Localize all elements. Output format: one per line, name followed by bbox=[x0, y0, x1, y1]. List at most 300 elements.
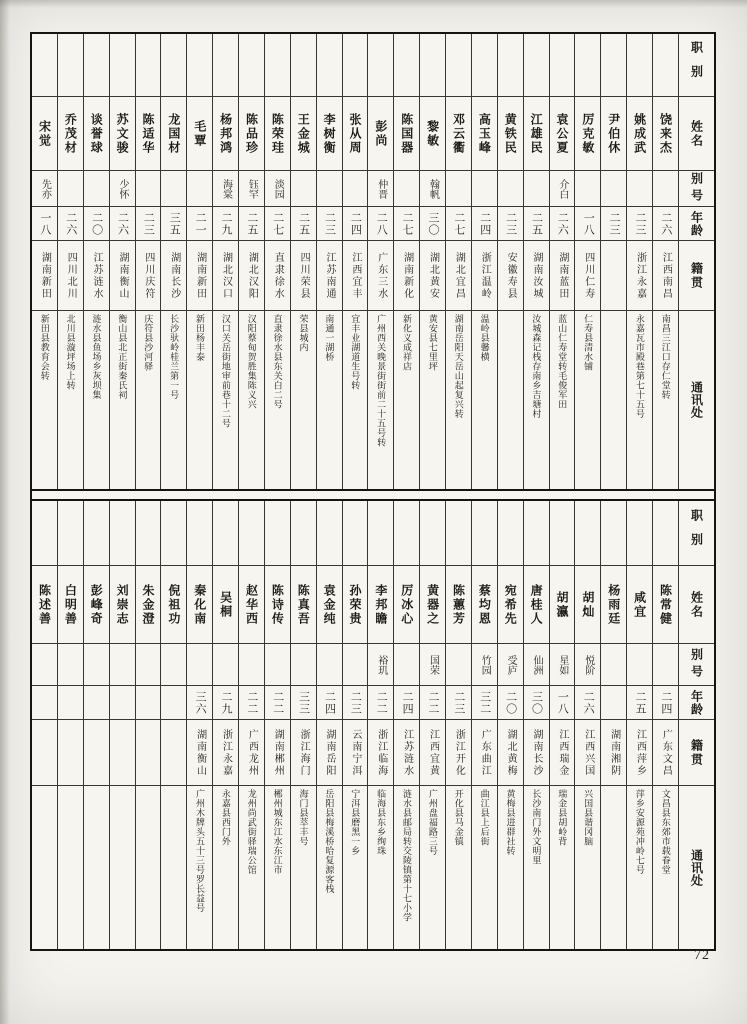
name-cell: 谈誉球 bbox=[84, 96, 109, 170]
age-cell: 二三 bbox=[136, 206, 161, 240]
person-column bbox=[238, 34, 264, 489]
age-cell: 二二 bbox=[420, 685, 445, 719]
age-cell: 二九 bbox=[213, 206, 238, 240]
roster-table-frame bbox=[30, 32, 716, 951]
duty-cell bbox=[110, 34, 135, 96]
native-place-cell: 湖北黄安 bbox=[420, 240, 445, 310]
native-place-cell: 湖南衡山 bbox=[187, 719, 212, 785]
duty-cell bbox=[136, 34, 161, 96]
address-cell: 北川县漩坪场上转 bbox=[58, 310, 83, 489]
person-column bbox=[393, 34, 419, 489]
person-column bbox=[186, 501, 212, 949]
name-cell: 厉冰心 bbox=[394, 565, 419, 643]
duty-cell bbox=[161, 34, 186, 96]
age-cell: 二三 bbox=[343, 685, 368, 719]
alias-cell bbox=[58, 170, 83, 206]
duty-cell bbox=[58, 501, 83, 565]
age-cell: 二〇 bbox=[498, 685, 523, 719]
name-cell: 蔡均恩 bbox=[472, 565, 497, 643]
alias-cell: 淡园 bbox=[265, 170, 290, 206]
alias-cell: 星如 bbox=[550, 643, 575, 685]
age-cell: 一八 bbox=[575, 206, 600, 240]
native-place-cell: 江西瑞金 bbox=[550, 719, 575, 785]
alias-cell bbox=[601, 170, 626, 206]
alias-cell: 悦阶 bbox=[575, 643, 600, 685]
alias-cell bbox=[498, 170, 523, 206]
alias-cell bbox=[136, 643, 161, 685]
duty-cell bbox=[472, 501, 497, 565]
address-cell: 永嘉县西门外 bbox=[213, 785, 238, 949]
person-column bbox=[109, 34, 135, 489]
name-cell: 黄器之 bbox=[420, 565, 445, 643]
native-place-cell: 湖北黄梅 bbox=[498, 719, 523, 785]
age-cell: 二三 bbox=[601, 206, 626, 240]
name-cell: 李邦瞻 bbox=[368, 565, 393, 643]
alias-cell bbox=[110, 643, 135, 685]
native-place-cell: 四川荣县 bbox=[291, 240, 316, 310]
name-cell: 胡瀛 bbox=[550, 565, 575, 643]
age-cell: 二二 bbox=[239, 685, 264, 719]
address-cell: 汉口关岳街地审前巷十二号 bbox=[213, 310, 238, 489]
duty-cell bbox=[136, 501, 161, 565]
age-cell: 二二 bbox=[368, 685, 393, 719]
alias-cell: 受庐 bbox=[498, 643, 523, 685]
name-cell: 杨雨廷 bbox=[601, 565, 626, 643]
duty-cell bbox=[58, 34, 83, 96]
native-place-cell: 湖南郴州 bbox=[265, 719, 290, 785]
alias-cell: 仲晋 bbox=[368, 170, 393, 206]
person-column bbox=[57, 501, 83, 949]
address-cell: 新田县教育会转 bbox=[32, 310, 57, 489]
person-column bbox=[574, 34, 600, 489]
native-place-cell: 浙江开化 bbox=[446, 719, 471, 785]
address-cell: 黄安县七里坪 bbox=[420, 310, 445, 489]
person-column bbox=[342, 34, 368, 489]
age-cell: 一八 bbox=[32, 206, 57, 240]
duty-cell bbox=[601, 34, 626, 96]
native-place-cell bbox=[110, 719, 135, 785]
native-place-cell: 湖北宜昌 bbox=[446, 240, 471, 310]
name-cell: 陈适华 bbox=[136, 96, 161, 170]
person-column bbox=[342, 501, 368, 949]
address-cell: 蓝山仁寿堂转毛俊军田 bbox=[550, 310, 575, 489]
native-place-cell: 四川庆符 bbox=[136, 240, 161, 310]
duty-cell bbox=[187, 501, 212, 565]
address-cell: 开化县马金镇 bbox=[446, 785, 471, 949]
person-column bbox=[264, 34, 290, 489]
page-number: 72 bbox=[694, 948, 710, 963]
header-address: 通讯处 bbox=[679, 310, 714, 489]
person-column bbox=[264, 501, 290, 949]
age-cell: 二五 bbox=[239, 206, 264, 240]
person-column bbox=[109, 501, 135, 949]
name-cell: 苏文骏 bbox=[110, 96, 135, 170]
address-cell bbox=[601, 310, 626, 489]
duty-cell bbox=[187, 34, 212, 96]
roster-table-top bbox=[32, 34, 714, 489]
alias-cell bbox=[213, 643, 238, 685]
native-place-cell: 四川仁寿 bbox=[575, 240, 600, 310]
age-cell bbox=[110, 685, 135, 719]
person-column bbox=[238, 501, 264, 949]
alias-cell bbox=[161, 170, 186, 206]
age-cell bbox=[161, 685, 186, 719]
native-place-cell bbox=[58, 719, 83, 785]
native-place-cell: 江西宜黄 bbox=[420, 719, 445, 785]
person-column bbox=[212, 501, 238, 949]
age-cell bbox=[601, 685, 626, 719]
person-column bbox=[574, 501, 600, 949]
native-place-cell: 广东曲江 bbox=[472, 719, 497, 785]
duty-cell bbox=[239, 501, 264, 565]
header-name: 姓名 bbox=[679, 96, 714, 170]
alias-cell bbox=[161, 643, 186, 685]
address-cell: 兴国县谐冈脑 bbox=[575, 785, 600, 949]
age-cell: 二六 bbox=[550, 206, 575, 240]
native-place-cell: 湖南蓝田 bbox=[550, 240, 575, 310]
age-cell: 二四 bbox=[343, 206, 368, 240]
address-cell: 海门县萃丰号 bbox=[291, 785, 316, 949]
age-cell bbox=[32, 685, 57, 719]
person-column bbox=[32, 34, 57, 489]
native-place-cell: 湖北汉阳 bbox=[239, 240, 264, 310]
name-cell: 彭尚 bbox=[368, 96, 393, 170]
name-cell: 袁金纯 bbox=[317, 565, 342, 643]
age-cell: 二〇 bbox=[84, 206, 109, 240]
native-place-cell: 江苏涟水 bbox=[84, 240, 109, 310]
header-duty: 职别 bbox=[689, 509, 704, 557]
duty-cell bbox=[343, 34, 368, 96]
duty-cell bbox=[601, 501, 626, 565]
alias-cell bbox=[32, 643, 57, 685]
duty-cell bbox=[239, 34, 264, 96]
person-column bbox=[445, 34, 471, 489]
native-place-cell: 浙江温岭 bbox=[472, 240, 497, 310]
native-place-cell: 浙江永嘉 bbox=[627, 240, 652, 310]
alias-cell: 海棠 bbox=[213, 170, 238, 206]
age-cell: 二二 bbox=[265, 685, 290, 719]
person-column bbox=[497, 501, 523, 949]
alias-cell: 介白 bbox=[550, 170, 575, 206]
person-column bbox=[549, 501, 575, 949]
native-place-cell: 浙江海门 bbox=[291, 719, 316, 785]
name-cell: 高玉峰 bbox=[472, 96, 497, 170]
name-cell: 王金城 bbox=[291, 96, 316, 170]
address-cell bbox=[601, 785, 626, 949]
duty-cell bbox=[213, 501, 238, 565]
person-column bbox=[523, 34, 549, 489]
native-place-cell: 安徽寿县 bbox=[498, 240, 523, 310]
native-place-cell: 湖南新田 bbox=[187, 240, 212, 310]
duty-cell bbox=[317, 34, 342, 96]
native-place-cell bbox=[84, 719, 109, 785]
age-cell: 二六 bbox=[575, 685, 600, 719]
duty-cell bbox=[291, 501, 316, 565]
duty-cell bbox=[291, 34, 316, 96]
age-cell: 二四 bbox=[472, 206, 497, 240]
name-cell: 宛希先 bbox=[498, 565, 523, 643]
person-column bbox=[393, 501, 419, 949]
address-cell bbox=[32, 785, 57, 949]
alias-cell: 国荣 bbox=[420, 643, 445, 685]
age-cell: 二三 bbox=[317, 206, 342, 240]
person-column bbox=[497, 34, 523, 489]
age-cell: 二六 bbox=[58, 206, 83, 240]
alias-cell bbox=[265, 643, 290, 685]
age-cell bbox=[84, 685, 109, 719]
address-cell: 汝城森记栈存南乡吉塘村 bbox=[524, 310, 549, 489]
address-cell: 黄梅县进群社转 bbox=[498, 785, 523, 949]
address-cell: 温岭县馨横 bbox=[472, 310, 497, 489]
header-alias: 别号 bbox=[679, 643, 714, 685]
native-place-cell: 直隶徐水 bbox=[265, 240, 290, 310]
alias-cell bbox=[291, 170, 316, 206]
person-column bbox=[83, 501, 109, 949]
alias-cell bbox=[291, 643, 316, 685]
native-place-cell: 江西南昌 bbox=[653, 240, 678, 310]
alias-cell: 竹园 bbox=[472, 643, 497, 685]
age-cell: 三六 bbox=[187, 685, 212, 719]
native-place-cell: 浙江临海 bbox=[368, 719, 393, 785]
native-place-cell: 江西兴国 bbox=[575, 719, 600, 785]
duty-cell bbox=[394, 34, 419, 96]
person-column bbox=[626, 501, 652, 949]
header-duty: 职别 bbox=[689, 41, 704, 89]
duty-cell bbox=[446, 501, 471, 565]
age-cell: 三〇 bbox=[524, 685, 549, 719]
person-column bbox=[367, 34, 393, 489]
person-column bbox=[57, 34, 83, 489]
address-cell bbox=[84, 785, 109, 949]
duty-cell bbox=[368, 34, 393, 96]
duty-cell bbox=[161, 501, 186, 565]
name-cell: 李树衡 bbox=[317, 96, 342, 170]
address-cell: 湖南岳阳天岳山起复兴转 bbox=[446, 310, 471, 489]
native-place-cell: 江西萍乡 bbox=[627, 719, 652, 785]
name-cell: 朱金澄 bbox=[136, 565, 161, 643]
name-cell: 袁公夏 bbox=[550, 96, 575, 170]
alias-cell bbox=[317, 170, 342, 206]
address-cell: 郴州城东江水东江市 bbox=[265, 785, 290, 949]
duty-cell bbox=[213, 34, 238, 96]
duty-cell bbox=[265, 501, 290, 565]
alias-cell bbox=[601, 643, 626, 685]
duty-cell bbox=[446, 34, 471, 96]
native-place-cell: 江苏南通 bbox=[317, 240, 342, 310]
duty-cell bbox=[32, 34, 57, 96]
native-place-cell: 广东文昌 bbox=[653, 719, 678, 785]
alias-cell bbox=[187, 170, 212, 206]
native-place-cell bbox=[601, 240, 626, 310]
alias-cell: 钰罕 bbox=[239, 170, 264, 206]
section-divider bbox=[32, 489, 714, 501]
name-cell: 陈国器 bbox=[394, 96, 419, 170]
person-column bbox=[212, 34, 238, 489]
alias-cell bbox=[653, 643, 678, 685]
duty-cell bbox=[84, 501, 109, 565]
header-age: 年龄 bbox=[679, 206, 714, 240]
person-column bbox=[135, 501, 161, 949]
address-cell: 广州木牌头五十三号罗长益号 bbox=[187, 785, 212, 949]
duty-cell bbox=[317, 501, 342, 565]
address-cell: 宜丰业湖道生号转 bbox=[343, 310, 368, 489]
name-cell: 秦化南 bbox=[187, 565, 212, 643]
name-cell: 陈述善 bbox=[32, 565, 57, 643]
person-column bbox=[549, 34, 575, 489]
native-place-cell bbox=[136, 719, 161, 785]
name-cell: 尹伯休 bbox=[601, 96, 626, 170]
person-column bbox=[290, 34, 316, 489]
person-column bbox=[160, 34, 186, 489]
name-cell: 陈真吾 bbox=[291, 565, 316, 643]
address-cell bbox=[161, 785, 186, 949]
duty-cell bbox=[575, 34, 600, 96]
native-place-cell: 浙江永嘉 bbox=[213, 719, 238, 785]
duty-cell bbox=[420, 34, 445, 96]
age-cell: 三三 bbox=[291, 685, 316, 719]
alias-cell bbox=[84, 170, 109, 206]
address-cell: 涟水县邮局转交陵镇第十七小学 bbox=[394, 785, 419, 949]
native-place-cell: 湖南新化 bbox=[394, 240, 419, 310]
alias-cell bbox=[343, 170, 368, 206]
address-cell bbox=[136, 785, 161, 949]
age-cell: 二三 bbox=[498, 206, 523, 240]
header-column-bottom bbox=[678, 501, 714, 949]
native-place-cell: 湖南长沙 bbox=[161, 240, 186, 310]
name-cell: 彭峰奇 bbox=[84, 565, 109, 643]
duty-cell bbox=[550, 34, 575, 96]
duty-cell bbox=[524, 34, 549, 96]
name-cell: 陈蕙芳 bbox=[446, 565, 471, 643]
name-cell: 邓云衢 bbox=[446, 96, 471, 170]
name-cell: 吴桐 bbox=[213, 565, 238, 643]
age-cell: 二七 bbox=[394, 206, 419, 240]
person-column bbox=[83, 34, 109, 489]
alias-cell bbox=[575, 170, 600, 206]
alias-cell bbox=[317, 643, 342, 685]
name-cell: 倪祖功 bbox=[161, 565, 186, 643]
age-cell: 二四 bbox=[394, 685, 419, 719]
native-place-cell: 广西龙州 bbox=[239, 719, 264, 785]
name-cell: 杨邦鸿 bbox=[213, 96, 238, 170]
address-cell: 直隶徐水县东关白二号 bbox=[265, 310, 290, 489]
address-cell: 龙州尚武街驿瑞公馆 bbox=[239, 785, 264, 949]
name-cell: 陈常健 bbox=[653, 565, 678, 643]
native-place-cell: 湖南湘阴 bbox=[601, 719, 626, 785]
person-column bbox=[32, 501, 57, 949]
native-place-cell: 云南宁洱 bbox=[343, 719, 368, 785]
header-age: 年龄 bbox=[679, 685, 714, 719]
name-cell: 饶来杰 bbox=[653, 96, 678, 170]
person-column bbox=[523, 501, 549, 949]
age-cell: 二八 bbox=[368, 206, 393, 240]
address-cell bbox=[58, 785, 83, 949]
age-cell: 二四 bbox=[653, 685, 678, 719]
duty-cell bbox=[498, 501, 523, 565]
age-cell: 二三 bbox=[627, 206, 652, 240]
duty-cell bbox=[265, 34, 290, 96]
header-name: 姓名 bbox=[679, 565, 714, 643]
roster-table-bottom bbox=[32, 501, 714, 949]
age-cell: 二三 bbox=[446, 685, 471, 719]
name-cell: 黄铁民 bbox=[498, 96, 523, 170]
alias-cell bbox=[472, 170, 497, 206]
person-column bbox=[135, 34, 161, 489]
address-cell: 永嘉瓦市殿巷第七十五号 bbox=[627, 310, 652, 489]
person-column bbox=[626, 34, 652, 489]
name-cell: 黎敏 bbox=[420, 96, 445, 170]
alias-cell: 少怀 bbox=[110, 170, 135, 206]
duty-cell bbox=[653, 501, 678, 565]
name-cell: 陈荣珪 bbox=[265, 96, 290, 170]
alias-cell bbox=[446, 643, 471, 685]
age-cell: 二五 bbox=[291, 206, 316, 240]
alias-cell bbox=[343, 643, 368, 685]
name-cell: 赵华西 bbox=[239, 565, 264, 643]
person-column bbox=[186, 34, 212, 489]
duty-cell bbox=[110, 501, 135, 565]
address-cell: 长沙南门外文明里 bbox=[524, 785, 549, 949]
name-cell: 宋觉 bbox=[32, 96, 57, 170]
person-column bbox=[600, 501, 626, 949]
alias-cell bbox=[84, 643, 109, 685]
address-cell: 新化义成祥店 bbox=[394, 310, 419, 489]
duty-cell bbox=[394, 501, 419, 565]
address-cell: 荣县城内 bbox=[291, 310, 316, 489]
name-cell: 乔茂材 bbox=[58, 96, 83, 170]
native-place-cell: 湖南新田 bbox=[32, 240, 57, 310]
alias-cell bbox=[394, 643, 419, 685]
duty-cell bbox=[653, 34, 678, 96]
age-cell: 二六 bbox=[653, 206, 678, 240]
duty-cell bbox=[32, 501, 57, 565]
age-cell: 一八 bbox=[550, 685, 575, 719]
age-cell: 二一 bbox=[187, 206, 212, 240]
native-place-cell: 湖南衡山 bbox=[110, 240, 135, 310]
name-cell: 唐桂人 bbox=[524, 565, 549, 643]
name-cell: 陈诗传 bbox=[265, 565, 290, 643]
alias-cell bbox=[239, 643, 264, 685]
native-place-cell: 四川北川 bbox=[58, 240, 83, 310]
address-cell: 新田杨丰泰 bbox=[187, 310, 212, 489]
duty-cell bbox=[575, 501, 600, 565]
age-cell: 三五 bbox=[161, 206, 186, 240]
address-cell: 涟水县鱼场乡灰坝集 bbox=[84, 310, 109, 489]
person-column bbox=[316, 34, 342, 489]
address-cell: 文昌县东郊市载眷堂 bbox=[653, 785, 678, 949]
address-cell: 宁洱县磨黑一乡 bbox=[343, 785, 368, 949]
person-column bbox=[316, 501, 342, 949]
address-cell: 瑞金县胡岭背 bbox=[550, 785, 575, 949]
age-cell: 二九 bbox=[213, 685, 238, 719]
person-column bbox=[367, 501, 393, 949]
address-cell: 衡山县北正街秦氏祠 bbox=[110, 310, 135, 489]
duty-cell bbox=[472, 34, 497, 96]
person-column bbox=[600, 34, 626, 489]
native-place-cell: 湖南长沙 bbox=[524, 719, 549, 785]
address-cell: 临海县东乡绚珠 bbox=[368, 785, 393, 949]
address-cell: 广州盘福路三号 bbox=[420, 785, 445, 949]
native-place-cell: 江苏涟水 bbox=[394, 719, 419, 785]
alias-cell bbox=[136, 170, 161, 206]
name-cell: 姚成武 bbox=[627, 96, 652, 170]
native-place-cell: 湖北汉口 bbox=[213, 240, 238, 310]
person-column bbox=[419, 34, 445, 489]
alias-cell bbox=[187, 643, 212, 685]
address-cell bbox=[498, 310, 523, 489]
duty-cell bbox=[84, 34, 109, 96]
name-cell: 孙荣贵 bbox=[343, 565, 368, 643]
